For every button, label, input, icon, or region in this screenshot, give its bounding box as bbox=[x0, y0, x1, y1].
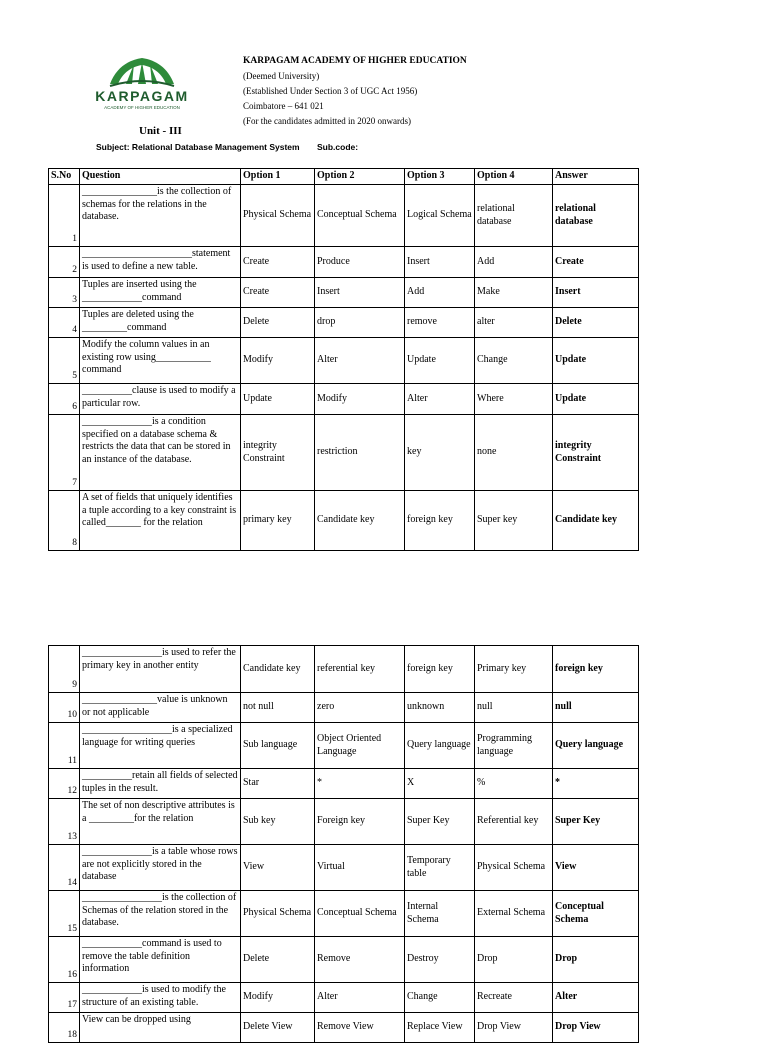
option-3: foreign key bbox=[405, 491, 475, 551]
option-3: Add bbox=[405, 278, 475, 308]
question-text: View can be dropped using bbox=[80, 1013, 241, 1043]
institution-line: (Established Under Section 3 of UGC Act 1956) bbox=[243, 86, 418, 96]
table-row bbox=[49, 891, 639, 937]
option-3: Super Key bbox=[405, 799, 475, 845]
option-1: Sub key bbox=[241, 799, 315, 845]
option-1: Delete View bbox=[241, 1013, 315, 1043]
question-number: 14 bbox=[49, 845, 80, 891]
option-2: zero bbox=[315, 693, 405, 723]
option-1: Physical Schema bbox=[241, 891, 315, 937]
column-header: Option 2 bbox=[315, 169, 405, 185]
option-1: Modify bbox=[241, 338, 315, 384]
question-number: 9 bbox=[49, 646, 80, 693]
question-text: ______________is a condition specified on a database schema & restricts the data that can be stored in an instance of the database. bbox=[80, 415, 241, 491]
option-2: restriction bbox=[315, 415, 405, 491]
option-4: Super key bbox=[475, 491, 553, 551]
option-4: Referential key bbox=[475, 799, 553, 845]
answer: integrity Constraint bbox=[553, 415, 639, 491]
option-2: Object Oriented Language bbox=[315, 723, 405, 769]
option-2: Foreign key bbox=[315, 799, 405, 845]
table-row bbox=[49, 799, 639, 845]
table-row bbox=[49, 693, 639, 723]
option-1: Create bbox=[241, 247, 315, 278]
option-2: Alter bbox=[315, 338, 405, 384]
question-number: 13 bbox=[49, 799, 80, 845]
question-text: A set of fields that uniquely identifies a tuple according to a key constraint is called_______ for the relation bbox=[80, 491, 241, 551]
option-3: Query language bbox=[405, 723, 475, 769]
option-2: Conceptual Schema bbox=[315, 185, 405, 247]
answer: Drop bbox=[553, 937, 639, 983]
option-2: Remove View bbox=[315, 1013, 405, 1043]
option-4: Primary key bbox=[475, 646, 553, 693]
option-1: Delete bbox=[241, 308, 315, 338]
option-4: Programming language bbox=[475, 723, 553, 769]
table-row bbox=[49, 845, 639, 891]
option-4: none bbox=[475, 415, 553, 491]
option-4: relational database bbox=[475, 185, 553, 247]
table-row bbox=[49, 937, 639, 983]
question-number: 11 bbox=[49, 723, 80, 769]
question-text: ______________is a table whose rows are not explicitly stored in the database bbox=[80, 845, 241, 891]
table-row bbox=[49, 185, 639, 247]
option-2: Remove bbox=[315, 937, 405, 983]
table-row bbox=[49, 769, 639, 799]
karpagam-logo bbox=[88, 54, 196, 124]
option-4: Change bbox=[475, 338, 553, 384]
answer: Create bbox=[553, 247, 639, 278]
option-1: not null bbox=[241, 693, 315, 723]
table-row bbox=[49, 646, 639, 693]
institution-line: (Deemed University) bbox=[243, 71, 320, 81]
option-4: Physical Schema bbox=[475, 845, 553, 891]
option-3: Temporary table bbox=[405, 845, 475, 891]
option-1: Physical Schema bbox=[241, 185, 315, 247]
table-row bbox=[49, 247, 639, 278]
table-row bbox=[49, 384, 639, 415]
option-1: Modify bbox=[241, 983, 315, 1013]
option-1: Star bbox=[241, 769, 315, 799]
option-1: Sub language bbox=[241, 723, 315, 769]
table-row bbox=[49, 338, 639, 384]
table-body bbox=[49, 646, 639, 1043]
option-3: Update bbox=[405, 338, 475, 384]
table-row bbox=[49, 308, 639, 338]
option-4: Make bbox=[475, 278, 553, 308]
institution-block bbox=[243, 54, 467, 129]
table-row bbox=[49, 278, 639, 308]
question-number: 3 bbox=[49, 278, 80, 308]
question-number: 2 bbox=[49, 247, 80, 278]
question-number: 5 bbox=[49, 338, 80, 384]
question-table-2 bbox=[48, 645, 639, 1043]
option-2: Modify bbox=[315, 384, 405, 415]
question-number: 12 bbox=[49, 769, 80, 799]
option-2: Virtual bbox=[315, 845, 405, 891]
answer: Update bbox=[553, 338, 639, 384]
question-number: 6 bbox=[49, 384, 80, 415]
option-3: unknown bbox=[405, 693, 475, 723]
question-number: 7 bbox=[49, 415, 80, 491]
logo-subtitle: ACADEMY OF HIGHER EDUCATION bbox=[104, 105, 180, 110]
option-2: Conceptual Schema bbox=[315, 891, 405, 937]
question-number: 18 bbox=[49, 1013, 80, 1043]
question-text: Tuples are inserted using the ____________command bbox=[80, 278, 241, 308]
column-header: Option 3 bbox=[405, 169, 475, 185]
option-3: Destroy bbox=[405, 937, 475, 983]
option-3: Internal Schema bbox=[405, 891, 475, 937]
question-number: 16 bbox=[49, 937, 80, 983]
question-text: _______________is the collection of schemas for the relations in the database. bbox=[80, 185, 241, 247]
option-4: Drop View bbox=[475, 1013, 553, 1043]
logo-emblem-icon bbox=[88, 54, 196, 90]
answer: Super Key bbox=[553, 799, 639, 845]
option-1: View bbox=[241, 845, 315, 891]
question-text: ________________is the collection of Schemas of the relation stored in the database. bbox=[80, 891, 241, 937]
question-table-1 bbox=[48, 168, 639, 551]
option-3: key bbox=[405, 415, 475, 491]
option-3: Insert bbox=[405, 247, 475, 278]
option-2: drop bbox=[315, 308, 405, 338]
unit-title: Unit - III bbox=[139, 125, 182, 137]
column-header: Question bbox=[80, 169, 241, 185]
option-3: foreign key bbox=[405, 646, 475, 693]
institution-name: KARPAGAM ACADEMY OF HIGHER EDUCATION bbox=[243, 56, 467, 66]
column-header: Option 4 bbox=[475, 169, 553, 185]
column-header: S.No bbox=[49, 169, 80, 185]
subject-code: Sub.code: bbox=[317, 142, 359, 152]
table-row bbox=[49, 983, 639, 1013]
question-number: 4 bbox=[49, 308, 80, 338]
option-1: Candidate key bbox=[241, 646, 315, 693]
option-1: Delete bbox=[241, 937, 315, 983]
institution-line: (For the candidates admitted in 2020 onwards) bbox=[243, 116, 411, 126]
option-4: Drop bbox=[475, 937, 553, 983]
option-2: Produce bbox=[315, 247, 405, 278]
table-row bbox=[49, 491, 639, 551]
option-1: integrity Constraint bbox=[241, 415, 315, 491]
option-1: primary key bbox=[241, 491, 315, 551]
answer: Insert bbox=[553, 278, 639, 308]
question-text: ____________is used to modify the structure of an existing table. bbox=[80, 983, 241, 1013]
answer: Delete bbox=[553, 308, 639, 338]
answer: Candidate key bbox=[553, 491, 639, 551]
answer: * bbox=[553, 769, 639, 799]
option-4: Recreate bbox=[475, 983, 553, 1013]
answer: Drop View bbox=[553, 1013, 639, 1043]
logo-wordmark: KARPAGAM bbox=[95, 88, 189, 104]
question-text: ________________is used to refer the primary key in another entity bbox=[80, 646, 241, 693]
table-row bbox=[49, 1013, 639, 1043]
table-header-row bbox=[49, 169, 639, 185]
question-text: _______________value is unknown or not applicable bbox=[80, 693, 241, 723]
table-row bbox=[49, 415, 639, 491]
question-number: 8 bbox=[49, 491, 80, 551]
option-4: null bbox=[475, 693, 553, 723]
column-header: Answer bbox=[553, 169, 639, 185]
question-text: The set of non descriptive attributes is a _________for the relation bbox=[80, 799, 241, 845]
question-text: __________retain all fields of selected tuples in the result. bbox=[80, 769, 241, 799]
option-4: Add bbox=[475, 247, 553, 278]
option-4: External Schema bbox=[475, 891, 553, 937]
answer: Query language bbox=[553, 723, 639, 769]
answer: Alter bbox=[553, 983, 639, 1013]
table-row bbox=[49, 723, 639, 769]
question-number: 17 bbox=[49, 983, 80, 1013]
option-3: X bbox=[405, 769, 475, 799]
question-text: Modify the column values in an existing row using___________ command bbox=[80, 338, 241, 384]
question-text: ____________command is used to remove the table definition information bbox=[80, 937, 241, 983]
answer: relational database bbox=[553, 185, 639, 247]
option-2: referential key bbox=[315, 646, 405, 693]
answer: View bbox=[553, 845, 639, 891]
question-text: Tuples are deleted using the _________command bbox=[80, 308, 241, 338]
option-2: Insert bbox=[315, 278, 405, 308]
question-text: __________clause is used to modify a particular row. bbox=[80, 384, 241, 415]
answer: null bbox=[553, 693, 639, 723]
option-1: Update bbox=[241, 384, 315, 415]
option-2: Candidate key bbox=[315, 491, 405, 551]
question-text: __________________is a specialized language for writing queries bbox=[80, 723, 241, 769]
question-number: 15 bbox=[49, 891, 80, 937]
institution-line: Coimbatore – 641 021 bbox=[243, 101, 324, 111]
option-3: remove bbox=[405, 308, 475, 338]
option-3: Alter bbox=[405, 384, 475, 415]
table-body bbox=[49, 185, 639, 551]
option-1: Create bbox=[241, 278, 315, 308]
column-header: Option 1 bbox=[241, 169, 315, 185]
answer: Conceptual Schema bbox=[553, 891, 639, 937]
subject-title: Subject: Relational Database Management System bbox=[96, 142, 300, 152]
option-4: alter bbox=[475, 308, 553, 338]
option-2: * bbox=[315, 769, 405, 799]
option-2: Alter bbox=[315, 983, 405, 1013]
question-text: ______________________statement is used to define a new table. bbox=[80, 247, 241, 278]
option-3: Logical Schema bbox=[405, 185, 475, 247]
option-4: % bbox=[475, 769, 553, 799]
question-number: 10 bbox=[49, 693, 80, 723]
question-number: 1 bbox=[49, 185, 80, 247]
answer: foreign key bbox=[553, 646, 639, 693]
option-3: Replace View bbox=[405, 1013, 475, 1043]
option-3: Change bbox=[405, 983, 475, 1013]
option-4: Where bbox=[475, 384, 553, 415]
answer: Update bbox=[553, 384, 639, 415]
